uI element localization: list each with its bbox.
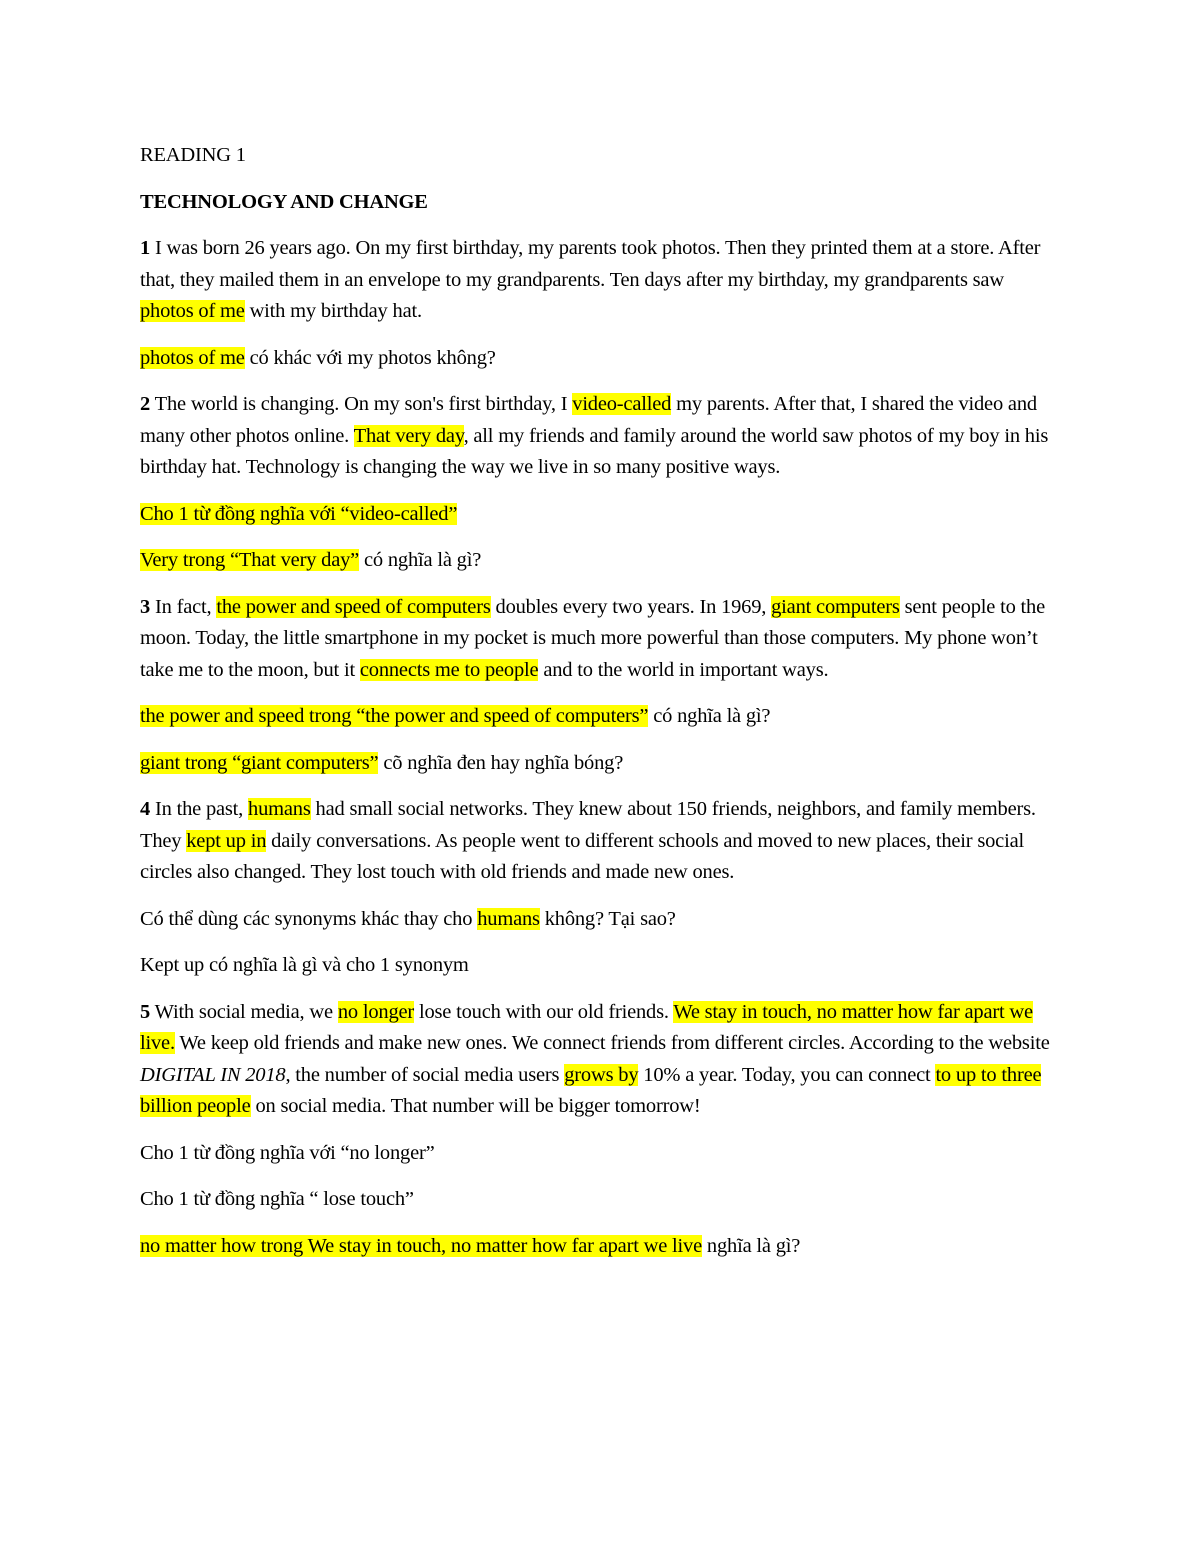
paragraph-number: 5 xyxy=(140,1000,151,1023)
question xyxy=(140,1138,1060,1170)
text-segment: doubles every two years. In 1969, xyxy=(490,595,772,618)
highlighted-text: humans xyxy=(248,798,311,820)
highlighted-text: the power and speed of computers xyxy=(216,595,491,618)
highlighted-text: no longer xyxy=(337,1000,415,1023)
text-segment: on social media. That number will be bigger tomorrow! xyxy=(250,1095,701,1117)
text-segment: daily conversations. As people went to different schools and moved to new places, their social circles also changed. They lost touch with old friends and made new ones. xyxy=(140,829,1024,883)
text-segment: 10% a year. Today, you can connect xyxy=(638,1063,936,1086)
text-segment: I was born 26 years ago. On my first birthday, my parents took photos. Then they printed them at a store. After that, they mailed them in an envelope to my grandparents. Ten days after my birthday, my grandparents saw xyxy=(140,237,1041,291)
text-segment: , the number of social media users xyxy=(285,1063,565,1086)
text-segment: có nghĩa là gì? xyxy=(359,549,482,571)
text-segment: DIGITAL IN 2018 xyxy=(140,1063,286,1086)
reading-label: READING 1 xyxy=(140,144,246,166)
text-segment: cõ nghĩa đen hay nghĩa bóng? xyxy=(378,751,624,774)
document-blocks xyxy=(140,233,1060,1262)
highlighted-text: video-called xyxy=(572,393,672,415)
question xyxy=(140,545,1060,577)
text-segment: Cho 1 từ đồng nghĩa “ lose touch” xyxy=(140,1188,414,1210)
question xyxy=(140,1184,1060,1216)
text-segment: In fact, xyxy=(150,595,217,618)
paragraph xyxy=(140,389,1060,484)
highlighted-text: the power and speed trong “the power and speed of computers” xyxy=(140,705,649,727)
highlighted-text: We stay in touch, no matter how far apart we live. xyxy=(140,1000,1033,1054)
text-segment: In the past, xyxy=(150,798,249,820)
highlighted-text: humans xyxy=(477,907,540,930)
highlighted-text: Cho 1 từ đồng nghĩa với “video-called” xyxy=(140,502,458,525)
document-title: TECHNOLOGY AND CHANGE xyxy=(140,190,428,213)
paragraph-number: 1 xyxy=(140,237,151,259)
text-segment: The world is changing. On my son's first birthday, I xyxy=(150,393,573,415)
highlighted-text: photos of me xyxy=(140,346,245,369)
question xyxy=(140,950,1060,982)
text-segment: We keep old friends and make new ones. We connect friends from different circles. According to the website xyxy=(174,1032,1050,1054)
paragraph xyxy=(140,592,1060,687)
question xyxy=(140,499,1060,531)
question xyxy=(140,701,1060,733)
text-segment: my parents. After that, I shared the video and many other photos online. xyxy=(140,393,1037,447)
question xyxy=(140,748,1060,780)
highlighted-text: giant computers xyxy=(771,595,900,618)
highlighted-text: photos of me xyxy=(140,300,245,322)
text-segment: Kept up có nghĩa là gì và cho 1 synonym xyxy=(140,954,469,976)
text-segment: had small social networks. They knew about 150 friends, neighbors, and family members. They xyxy=(140,798,1036,852)
question xyxy=(140,343,1060,375)
text-segment: and to the world in important ways. xyxy=(538,658,829,681)
text-segment: có nghĩa là gì? xyxy=(648,705,771,727)
text-segment: with my birthday hat. xyxy=(244,300,422,322)
highlighted-text: grows by xyxy=(564,1063,639,1086)
text-segment: Có thể dùng các synonyms khác thay cho xyxy=(140,907,478,930)
text-segment: có khác với my photos không? xyxy=(244,346,496,369)
highlighted-text: to up to three billion people xyxy=(140,1063,1042,1117)
highlighted-text: That very day xyxy=(353,424,464,447)
paragraph-number: 3 xyxy=(140,595,151,618)
text-segment: sent people to the moon. Today, the little smartphone in my pocket is much more powerful than those computers. My phone won’t take me to the moon, but it xyxy=(140,595,1045,681)
text-segment: nghĩa là gì? xyxy=(702,1234,801,1257)
highlighted-text: giant trong “giant computers” xyxy=(140,751,379,774)
paragraph-number: 4 xyxy=(140,798,151,820)
text-segment: Cho 1 từ đồng nghĩa với “no longer” xyxy=(140,1141,435,1164)
text-segment: lose touch with our old friends. xyxy=(414,1000,674,1023)
question xyxy=(140,904,1060,936)
text-segment: , all my friends and family around the world saw photos of my boy in his birthday hat. Technology is changing the way we live in so many positive ways. xyxy=(140,424,1049,478)
highlighted-text: Very trong “That very day” xyxy=(140,549,360,571)
paragraph xyxy=(140,233,1060,328)
paragraph-number: 2 xyxy=(140,393,151,415)
question xyxy=(140,1231,1060,1263)
text-segment: With social media, we xyxy=(150,1000,338,1023)
text-segment: không? Tại sao? xyxy=(539,907,676,930)
highlighted-text: connects me to people xyxy=(359,658,539,681)
paragraph xyxy=(140,794,1060,889)
highlighted-text: kept up in xyxy=(186,829,267,852)
document-body xyxy=(140,140,1060,1277)
paragraph xyxy=(140,997,1060,1123)
highlighted-text: no matter how trong We stay in touch, no matter how far apart we live xyxy=(140,1234,702,1257)
